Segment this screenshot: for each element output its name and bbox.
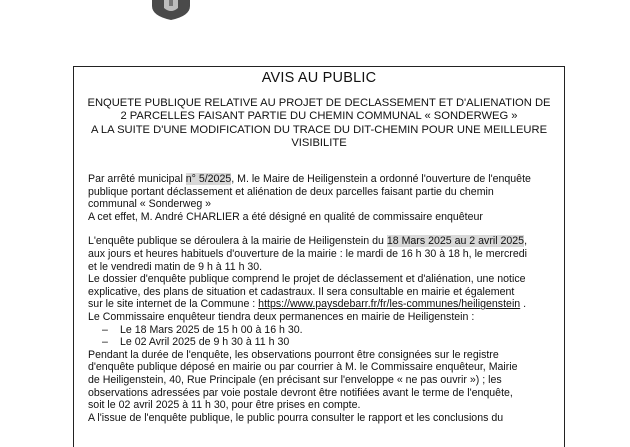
body-line: et le vendredi matin de 9 h à 11 h 30. <box>88 260 263 273</box>
subtitle-line: VISIBILITE <box>291 137 347 150</box>
subtitle-line: 2 PARCELLES FAISANT PARTIE DU CHEMIN COMMUNAL « SONDERWEG » <box>120 110 518 123</box>
coat-of-arms-logo <box>150 0 192 20</box>
text-fragment: , <box>524 235 528 248</box>
body-line: de Heiligenstein, 40, Rue Principale (en précisant sur l'enveloppe « ne pas ouvrir ») ; les <box>88 373 502 386</box>
permanence-item <box>88 324 558 337</box>
bullet-dash: – <box>102 336 108 349</box>
body-line <box>88 235 558 248</box>
notice-subtitle <box>74 97 564 151</box>
body-line <box>88 173 558 186</box>
page-title: AVIS AU PUBLIC <box>261 70 377 86</box>
body-line: Le Commissaire enquêteur tiendra deux permanences en mairie de Heiligenstein : <box>88 310 475 323</box>
body-line: d'enquête publique déposé en mairie ou par courrier à M. le Commissaire enquêteur, Mairie <box>88 361 518 374</box>
subtitle-line: A LA SUITE D'UNE MODIFICATION DU TRACE DU DIT-CHEMIN POUR UNE MEILLEURE <box>90 123 548 136</box>
body-line: soit le 02 avril 2025 à 11 h 30, pour être prises en compte. <box>88 399 361 412</box>
text-fragment: . <box>520 298 527 311</box>
text-fragment: Par arrêté municipal <box>88 173 186 185</box>
paragraph-gap <box>88 223 558 235</box>
body-line: A l'issue de l'enquête publique, le public pourra consulter le rapport et les conclusions du <box>88 411 504 424</box>
bullet-dash: – <box>102 323 108 336</box>
body-line: publique portant déclassement et aliénation de deux parcelles faisant partie du chemin <box>88 185 494 198</box>
body-line: communal « Sonderweg » <box>88 198 212 211</box>
commune-website-link[interactable]: https://www.paysdebarr.fr/fr/les-communes/heiligenstein <box>258 298 521 311</box>
permanence-item <box>88 336 558 349</box>
body-line: observations adressées par voie postale devront être notifiées avant le terme de l'enquête, <box>88 386 513 399</box>
text-fragment: sur le site internet de la Commune : <box>88 298 259 311</box>
permanence-text: Le 18 Mars 2025 de 15 h 00 à 16 h 30. <box>120 323 303 336</box>
text-fragment: L'enquête publique se déroulera à la mairie de Heiligenstein du <box>88 235 387 248</box>
notice-frame <box>73 66 565 447</box>
body-line: Le dossier d'enquête publique comprend le projet de déclassement et d'aliénation, une notice <box>88 273 526 286</box>
body-line: explicative, des plans de situation et cadastraux. Il sera consultable en mairie et également <box>88 285 515 298</box>
body-line: A cet effet, M. André CHARLIER a été désigné en qualité de commissaire enquêteur <box>88 210 483 223</box>
permanence-text: Le 02 Avril 2025 de 9 h 30 à 11 h 30 <box>120 336 290 349</box>
subtitle-line: ENQUETE PUBLIQUE RELATIVE AU PROJET DE DECLASSEMENT ET D'ALIENATION DE <box>87 97 551 109</box>
body-line: aux jours et heures habituels d'ouverture de la mairie : le mardi de 16 h 30 à 18 h, le mercredi <box>88 247 527 260</box>
decree-number-highlight: n° 5/2025 <box>185 173 232 185</box>
body-line: Pendant la durée de l'enquête, les observations pourront être consignées sur le registre <box>88 348 499 361</box>
notice-body <box>88 173 558 424</box>
date-range-highlight: 18 Mars 2025 au 2 avril 2025 <box>386 235 525 248</box>
body-line <box>88 298 558 311</box>
text-fragment: , M. le Maire de Heiligenstein a ordonné l'ouverture de l'enquête <box>231 173 531 185</box>
